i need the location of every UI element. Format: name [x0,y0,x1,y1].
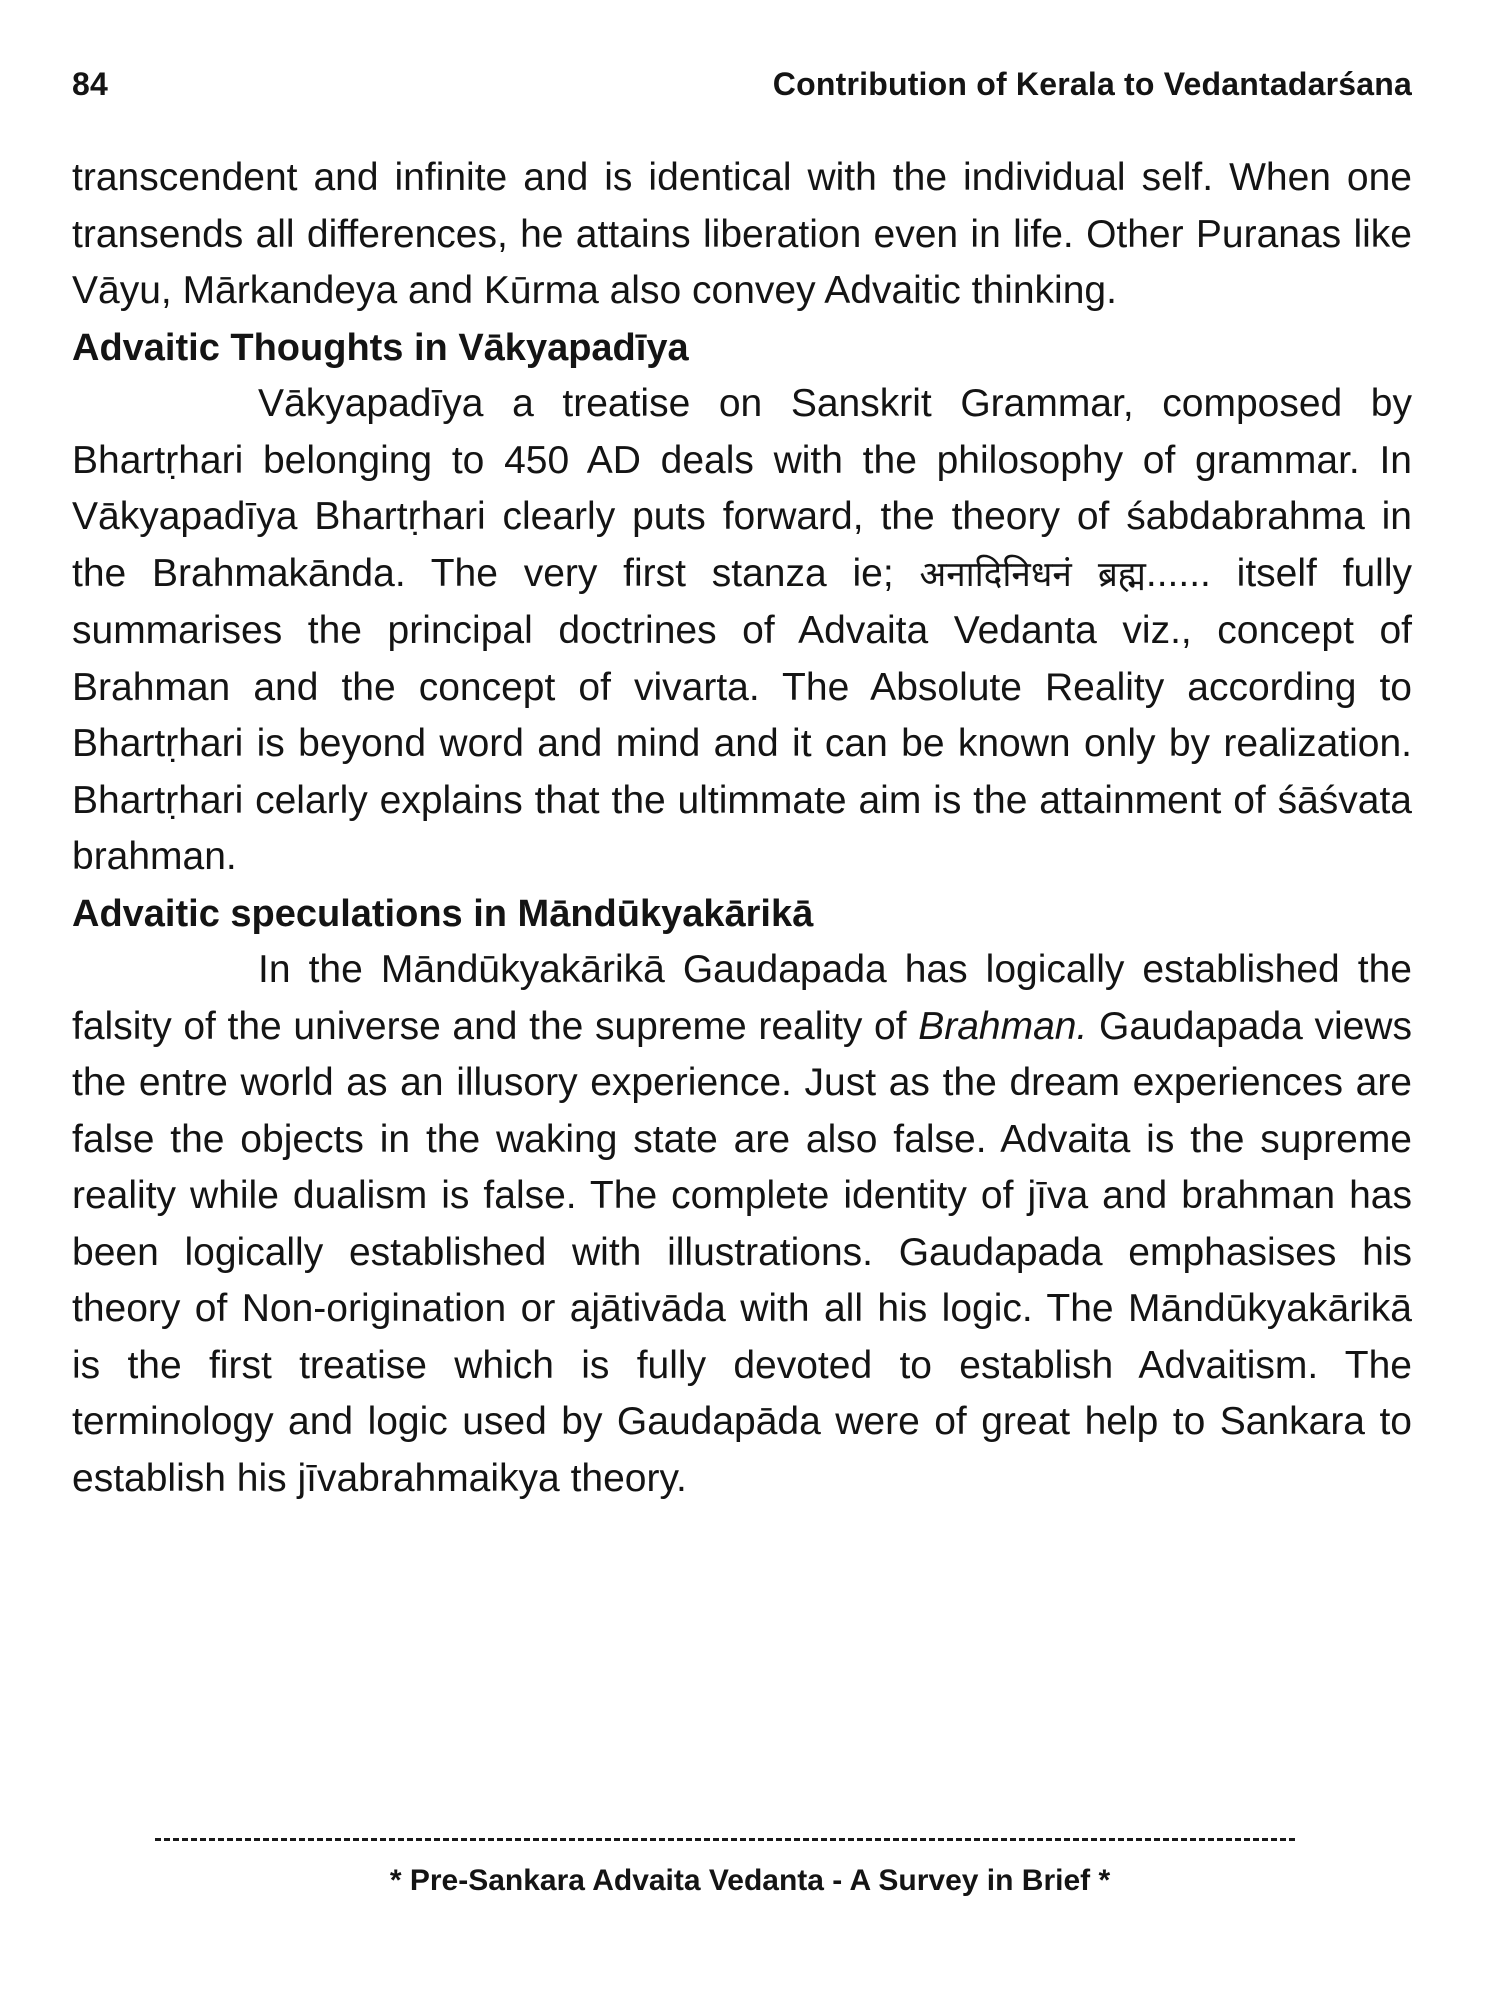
section-heading-mandukya: Advaitic speculations in Māndūkyakārikā [72,892,814,935]
page-body [72,150,1412,1507]
page-number: 84 [72,66,108,102]
paragraph-vakyapadiya-start: Vākyapadīya a treatise on Sanskrit Grammar, composed by Bhartṛhari belonging to 450 AD deals with the philosophy of grammar. In Vākyapadīya Bhartṛhari clearly puts forward, the theory of śabdabrahma in the Brahmakānda. The very first stanza ie; [72,382,1412,595]
paragraph-mandukya-end: Gaudapada views the entre world as an illusory experience. Just as the dream experiences are false the objects in the waking state are also false. Advaita is the supreme reality while dualism is false. The complete identity of jīva and brahman has been logically established with illustrations. Gaudapada emphasises his theory of Non-origination or ajātivāda with all his logic. The Māndūkyakārikā is the first treatise which is fully devoted to establish Advaitism. The terminology and logic used by Gaudapāda were of great help to Sankara to establish his jīvabrahmaikya theory. [72,1004,1413,1500]
paragraph-vakyapadiya-end: ...... itself fully summarises the principal doctrines of Advaita Vedanta viz., concept of Brahman and the concept of vivarta. The Absolute Reality according to Bhartṛhari is beyond word and mind and it can be known only by realization. Bhartṛhari celarly explains that the ultimmate aim is the attainment of śāśvata brahman. [72,551,1412,878]
footnote: * Pre-Sankara Advaita Vedanta - A Survey in Brief * [389,1864,1111,1897]
brahman-italic: Brahman. [918,1004,1088,1048]
footnote-divider [155,1838,1295,1841]
devanagari-quote: अनादिनिधनं ब्रह्म [919,554,1146,595]
paragraph-puranas-text: transcendent and infinite and is identical with the individual self. When one transends all differences, he attains liberation even in life. Other Puranas like Vāyu, Mārkandeya and Kūrma also convey Advaitic thinking. [72,156,1412,312]
paragraph-mandukya [72,942,1412,1507]
section-heading-vakyapadiya: Advaitic Thoughts in Vākyapadīya [72,326,689,369]
paragraph-vakyapadiya [72,376,1412,886]
paragraph-puranas [72,150,1412,320]
running-header [72,66,1412,106]
book-title: Contribution of Kerala to Vedantadarśana [772,66,1412,102]
paragraph-mandukya-start: In the Māndūkyakārikā Gaudapada has logically established the falsity of the universe and the supreme reality of [72,948,1412,1048]
